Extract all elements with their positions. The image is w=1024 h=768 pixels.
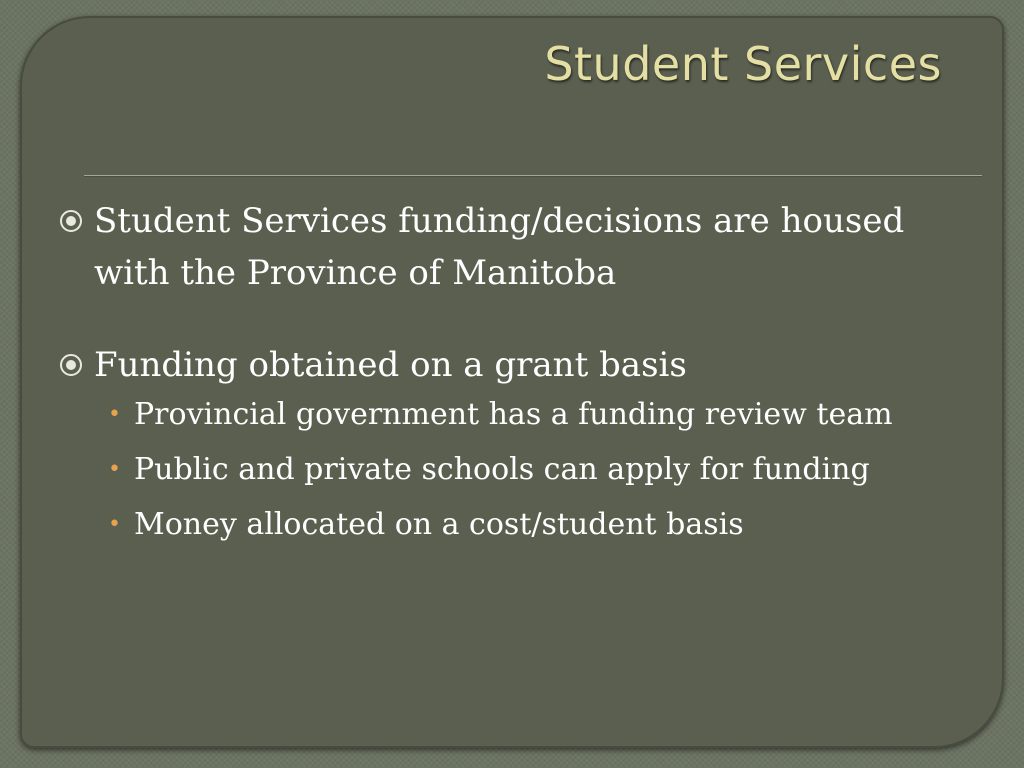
sub-bullet-text: Money allocated on a cost/student basis	[134, 507, 744, 542]
sub-bullet-text: Public and private schools can apply for funding	[134, 452, 870, 487]
circle-bullet-icon	[60, 354, 82, 376]
sub-bullet-item	[58, 502, 958, 548]
dot-bullet-icon: •	[108, 402, 121, 427]
circle-bullet-icon	[60, 210, 82, 232]
bullet-text: Student Services funding/decisions are housed with the Province of Manitoba	[94, 201, 905, 293]
sub-bullet-item	[58, 447, 958, 493]
title-divider	[84, 175, 982, 177]
sub-bullet-item	[58, 392, 958, 438]
sub-bullet-text: Provincial government has a funding review team	[134, 397, 893, 432]
bullet-item	[58, 195, 958, 299]
bullet-text: Funding obtained on a grant basis	[94, 345, 687, 385]
sub-bullet-list	[58, 392, 958, 548]
slide-title: Student Services	[544, 37, 942, 91]
bullet-item	[58, 339, 958, 391]
dot-bullet-icon: •	[108, 512, 121, 537]
dot-bullet-icon: •	[108, 457, 121, 482]
slide-body	[58, 195, 958, 557]
